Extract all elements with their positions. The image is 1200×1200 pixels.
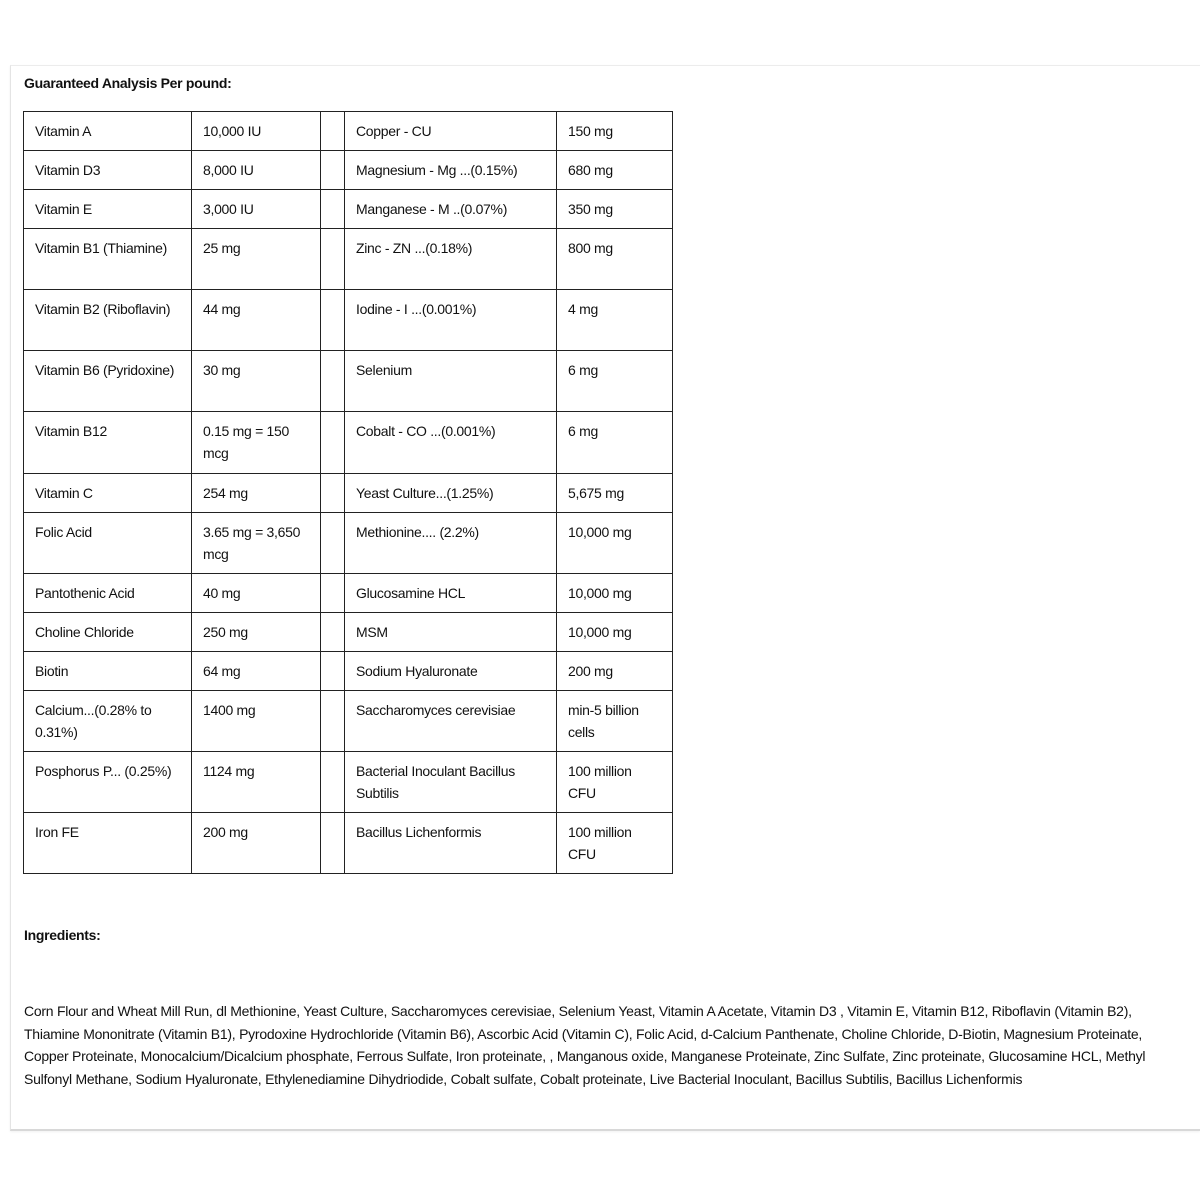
nutrient-amount-cell: 40 mg	[192, 574, 321, 613]
nutrient-amount-cell: 800 mg	[557, 229, 673, 290]
spacer-cell	[321, 752, 345, 813]
nutrient-name-cell: Cobalt - CO ...(0.001%)	[345, 412, 557, 474]
nutrient-name-cell: Vitamin D3	[24, 151, 192, 190]
nutrient-amount-cell: 30 mg	[192, 351, 321, 412]
nutrient-amount-cell: 6 mg	[557, 351, 673, 412]
nutrient-name-cell: Iodine - I ...(0.001%)	[345, 290, 557, 351]
spacer-cell	[321, 474, 345, 513]
nutrient-name-cell: Bacterial Inoculant Bacillus Subtilis	[345, 752, 557, 813]
spacer-cell	[321, 813, 345, 874]
nutrient-name-cell: Vitamin B1 (Thiamine)	[24, 229, 192, 290]
nutrient-name-cell: Zinc - ZN ...(0.18%)	[345, 229, 557, 290]
nutrient-amount-cell: 64 mg	[192, 652, 321, 691]
nutrient-name-cell: Vitamin E	[24, 190, 192, 229]
nutrient-amount-cell: 10,000 IU	[192, 112, 321, 151]
nutrient-name-cell: MSM	[345, 613, 557, 652]
analysis-row	[24, 290, 673, 351]
spacer-cell	[321, 112, 345, 151]
analysis-row	[24, 813, 673, 874]
spacer-cell	[321, 574, 345, 613]
analysis-row	[24, 613, 673, 652]
spacer-cell	[321, 513, 345, 574]
nutrient-name-cell: Copper - CU	[345, 112, 557, 151]
ingredients-list: Corn Flour and Wheat Mill Run, dl Methionine, Yeast Culture, Saccharomyces cerevisiae, Selenium Yeast, Vitamin A Acetate, Vitamin D3 , Vitamin E, Vitamin B12, Riboflavin (Vitamin B2), Thiamine Mononitrate (Vitamin B1), Pyrodoxine Hydrochloride (Vitamin B6), Ascorbic Acid (Vitamin C), Folic Acid, d-Calcium Panthenate, Choline Chloride, D-Biotin, Magnesium Proteinate, Copper Proteinate, Monocalcium/Dicalcium phosphate, Ferrous Sulfate, Iron proteinate, , Manganous oxide, Manganese Proteinate, Zinc Sulfate, Zinc proteinate, Glucosamine HCL, Methyl Sulfonyl Methane, Sodium Hyaluronate, Ethylenediamine Dihydriodide, Cobalt sulfate, Cobalt proteinate, Live Bacterial Inoculant, Bacillus Subtilis, Bacillus Lichenformis	[24, 1003, 1146, 1087]
nutrient-amount-cell: 1124 mg	[192, 752, 321, 813]
analysis-row	[24, 574, 673, 613]
guaranteed-analysis-heading: Guaranteed Analysis Per pound:	[24, 75, 232, 91]
nutrient-amount-cell: 0.15 mg = 150 mcg	[192, 412, 321, 474]
nutrient-name-cell: Pantothenic Acid	[24, 574, 192, 613]
spacer-cell	[321, 613, 345, 652]
nutrient-amount-cell: 4 mg	[557, 290, 673, 351]
spacer-cell	[321, 151, 345, 190]
analysis-row	[24, 474, 673, 513]
nutrient-amount-cell: 44 mg	[192, 290, 321, 351]
nutrient-amount-cell: 6 mg	[557, 412, 673, 474]
nutrient-name-cell: Choline Chloride	[24, 613, 192, 652]
nutrient-amount-cell: 680 mg	[557, 151, 673, 190]
nutrient-name-cell: Sodium Hyaluronate	[345, 652, 557, 691]
nutrient-amount-cell: 10,000 mg	[557, 613, 673, 652]
spacer-cell	[321, 290, 345, 351]
nutrient-amount-cell: 10,000 mg	[557, 574, 673, 613]
nutrient-amount-cell: 3,000 IU	[192, 190, 321, 229]
analysis-row	[24, 652, 673, 691]
nutrient-name-cell: Selenium	[345, 351, 557, 412]
nutrient-name-cell: Posphorus P... (0.25%)	[24, 752, 192, 813]
spacer-cell	[321, 691, 345, 752]
analysis-row	[24, 112, 673, 151]
nutrient-name-cell: Vitamin B6 (Pyridoxine)	[24, 351, 192, 412]
nutrient-name-cell: Folic Acid	[24, 513, 192, 574]
analysis-row	[24, 412, 673, 474]
analysis-row	[24, 151, 673, 190]
nutrient-name-cell: Magnesium - Mg ...(0.15%)	[345, 151, 557, 190]
nutrient-amount-cell: 100 million CFU	[557, 813, 673, 874]
nutrient-name-cell: Iron FE	[24, 813, 192, 874]
analysis-row	[24, 190, 673, 229]
nutrient-amount-cell: 100 million CFU	[557, 752, 673, 813]
nutrient-name-cell: Methionine.... (2.2%)	[345, 513, 557, 574]
nutrient-name-cell: Saccharomyces cerevisiae	[345, 691, 557, 752]
analysis-row	[24, 351, 673, 412]
spacer-cell	[321, 229, 345, 290]
analysis-table-body	[24, 112, 673, 874]
nutrient-amount-cell: 150 mg	[557, 112, 673, 151]
nutrient-amount-cell: 200 mg	[557, 652, 673, 691]
nutrient-amount-cell: 10,000 mg	[557, 513, 673, 574]
nutrient-amount-cell: 25 mg	[192, 229, 321, 290]
guaranteed-analysis-table	[23, 111, 673, 874]
nutrient-amount-cell: 1400 mg	[192, 691, 321, 752]
nutrient-amount-cell: 254 mg	[192, 474, 321, 513]
nutrient-name-cell: Calcium...(0.28% to 0.31%)	[24, 691, 192, 752]
nutrient-name-cell: Vitamin C	[24, 474, 192, 513]
analysis-row	[24, 752, 673, 813]
nutrient-amount-cell: 3.65 mg = 3,650 mcg	[192, 513, 321, 574]
nutrient-name-cell: Bacillus Lichenformis	[345, 813, 557, 874]
nutrient-name-cell: Vitamin A	[24, 112, 192, 151]
spacer-cell	[321, 412, 345, 474]
nutrient-name-cell: Manganese - M ..(0.07%)	[345, 190, 557, 229]
analysis-row	[24, 229, 673, 290]
nutrient-amount-cell: 200 mg	[192, 813, 321, 874]
nutrient-amount-cell: 8,000 IU	[192, 151, 321, 190]
spacer-cell	[321, 190, 345, 229]
spacer-cell	[321, 351, 345, 412]
nutrient-amount-cell: 5,675 mg	[557, 474, 673, 513]
nutrient-amount-cell: min-5 billion cells	[557, 691, 673, 752]
nutrient-name-cell: Biotin	[24, 652, 192, 691]
analysis-row	[24, 513, 673, 574]
spacer-cell	[321, 652, 345, 691]
nutrient-amount-cell: 250 mg	[192, 613, 321, 652]
analysis-row	[24, 691, 673, 752]
nutrient-name-cell: Yeast Culture...(1.25%)	[345, 474, 557, 513]
nutrient-name-cell: Vitamin B12	[24, 412, 192, 474]
nutrient-name-cell: Vitamin B2 (Riboflavin)	[24, 290, 192, 351]
ingredients-heading: Ingredients:	[24, 927, 101, 943]
nutrient-name-cell: Glucosamine HCL	[345, 574, 557, 613]
nutrient-amount-cell: 350 mg	[557, 190, 673, 229]
